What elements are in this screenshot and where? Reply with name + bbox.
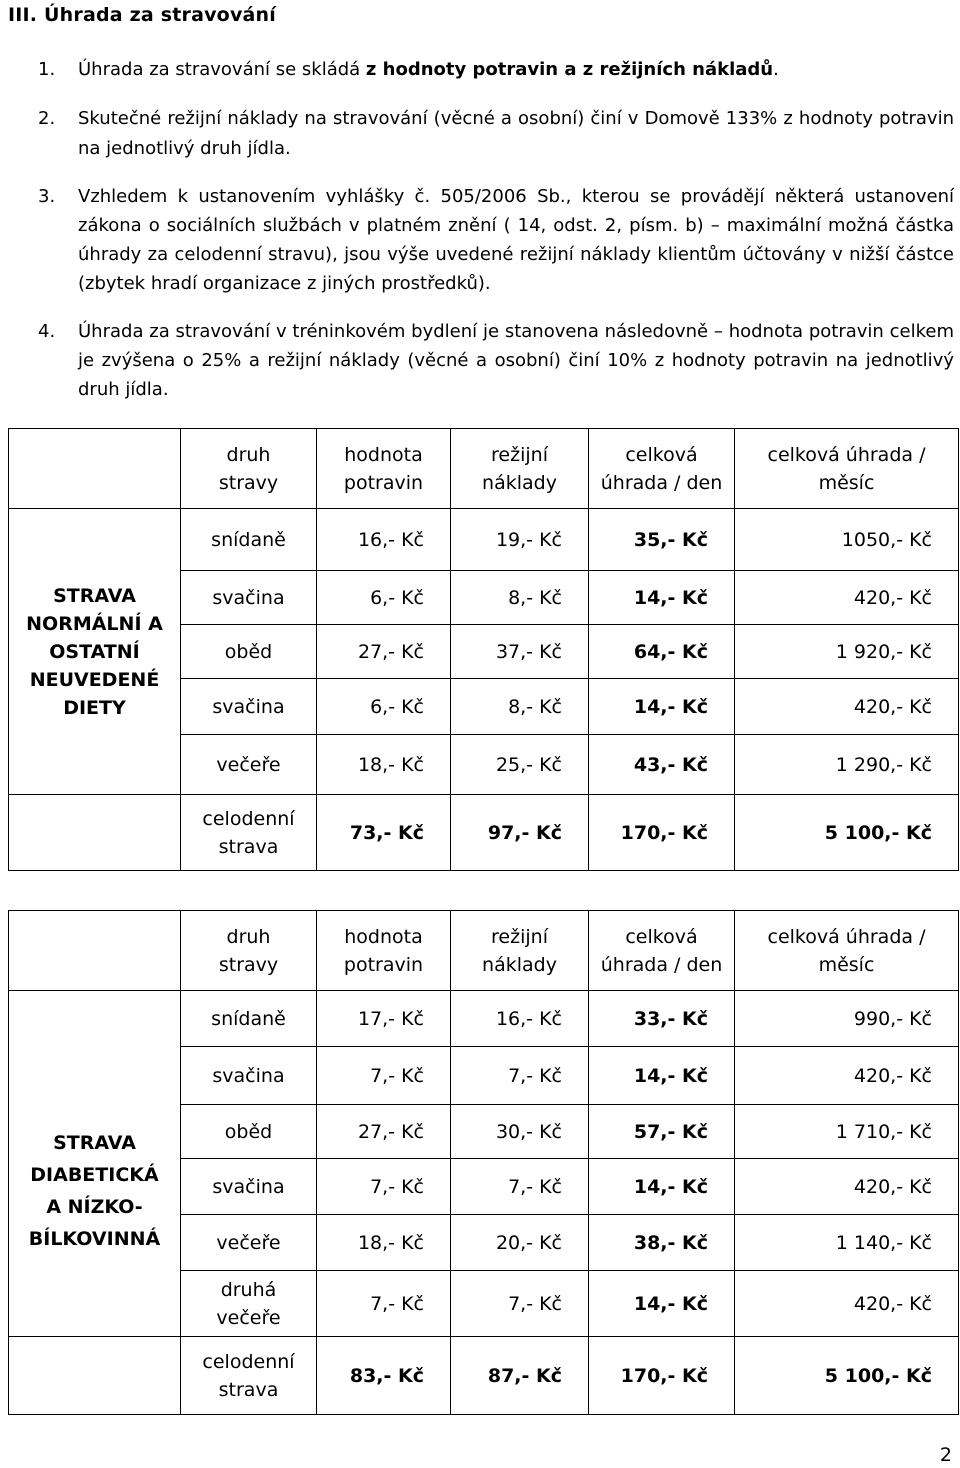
header-hodnota: hodnota potravin: [317, 429, 451, 509]
cell-rezie: 7,- Kč: [451, 1271, 589, 1337]
paragraph-number: 4.: [38, 321, 56, 342]
cell-hodnota: 16,- Kč: [317, 509, 451, 571]
total-rezie: 97,- Kč: [451, 795, 589, 871]
cell-druh: snídaně: [181, 509, 317, 571]
cell-druh: svačina: [181, 1047, 317, 1105]
cell-druh: oběd: [181, 625, 317, 679]
cell-druh: svačina: [181, 571, 317, 625]
cell-druh: oběd: [181, 1105, 317, 1159]
cell-druh: večeře: [181, 735, 317, 795]
header-mesic: celková úhrada / měsíc: [735, 429, 959, 509]
total-rezie: 87,- Kč: [451, 1337, 589, 1415]
cell-den: 64,- Kč: [589, 625, 735, 679]
paragraph-number: 1.: [38, 59, 56, 80]
cell-rezie: 30,- Kč: [451, 1105, 589, 1159]
paragraph-text: Vzhledem k ustanovením vyhlášky č. 505/2006 Sb., kterou se provádějí některá ustanovení zákona o sociálních službách v platném znění ( 14, odst. 2, písm. b) – maximální možná částka úhrady za celodenní stravu), jsou výše uvedené režijní náklady klientům účtovány v nižší částce (zbytek hradí organizace z jiných prostředků).: [78, 186, 954, 294]
total-hodnota: 73,- Kč: [317, 795, 451, 871]
table-row: [9, 1047, 959, 1105]
cell-mesic: 1 920,- Kč: [735, 625, 959, 679]
cell-hodnota: 6,- Kč: [317, 679, 451, 735]
cell-mesic: 420,- Kč: [735, 679, 959, 735]
paragraph-text-end: .: [773, 59, 779, 80]
paragraph-1: [38, 55, 954, 85]
cell-rezie: 7,- Kč: [451, 1159, 589, 1215]
paragraph-4: [38, 317, 954, 404]
cell-hodnota: 27,- Kč: [317, 1105, 451, 1159]
cell-rezie: 8,- Kč: [451, 679, 589, 735]
total-druh: celodenní strava: [181, 1337, 317, 1415]
cell-mesic: 1 290,- Kč: [735, 735, 959, 795]
cell-den: 33,- Kč: [589, 991, 735, 1047]
paragraph-3: [38, 182, 954, 298]
cell-druh: večeře: [181, 1215, 317, 1271]
section-title: III. Úhrada za stravování: [8, 4, 276, 26]
header-den: celková úhrada / den: [589, 911, 735, 991]
category-label: STRAVA NORMÁLNÍ A OSTATNÍ NEUVEDENÉ DIETY: [9, 509, 181, 795]
cell-den: 14,- Kč: [589, 679, 735, 735]
cell-den: 14,- Kč: [589, 1159, 735, 1215]
cell-mesic: 420,- Kč: [735, 1159, 959, 1215]
paragraph-bold-text: z hodnoty potravin a z režijních nákladů: [365, 59, 774, 80]
price-table-normal: [8, 428, 959, 871]
cell-hodnota: 7,- Kč: [317, 1159, 451, 1215]
total-empty-cell: [9, 795, 181, 871]
total-den: 170,- Kč: [589, 1337, 735, 1415]
paragraph-number: 2.: [38, 108, 56, 129]
cell-den: 14,- Kč: [589, 1047, 735, 1105]
cell-hodnota: 7,- Kč: [317, 1047, 451, 1105]
cell-den: 57,- Kč: [589, 1105, 735, 1159]
cell-druh: svačina: [181, 1159, 317, 1215]
total-empty-cell: [9, 1337, 181, 1415]
header-rezie: režijní náklady: [451, 429, 589, 509]
price-table-diabetic: [8, 910, 959, 1415]
cell-den: 35,- Kč: [589, 509, 735, 571]
paragraph-text: Skutečné režijní náklady na stravování (věcné a osobní) činí v Domově 133% z hodnoty potravin na jednotlivý druh jídla.: [78, 108, 954, 159]
table-header-row: [9, 429, 959, 509]
cell-hodnota: 6,- Kč: [317, 571, 451, 625]
header-druh: druh stravy: [181, 429, 317, 509]
paragraph-text: Úhrada za stravování v tréninkovém bydlení je stanovena následovně – hodnota potravin celkem je zvýšena o 25% a režijní náklady (věcné a osobní) činí 10% z hodnoty potravin na jednotlivý druh jídla.: [78, 321, 954, 400]
cell-rezie: 16,- Kč: [451, 991, 589, 1047]
cell-mesic: 990,- Kč: [735, 991, 959, 1047]
cell-mesic: 420,- Kč: [735, 571, 959, 625]
paragraph-number: 3.: [38, 186, 56, 207]
cell-mesic: 420,- Kč: [735, 1271, 959, 1337]
cell-druh: snídaně: [181, 991, 317, 1047]
cell-rezie: 8,- Kč: [451, 571, 589, 625]
cell-rezie: 20,- Kč: [451, 1215, 589, 1271]
cell-den: 14,- Kč: [589, 571, 735, 625]
paragraph-2: [38, 104, 954, 164]
table-total-row: [9, 1337, 959, 1415]
cell-hodnota: 7,- Kč: [317, 1271, 451, 1337]
header-mesic: celková úhrada / měsíc: [735, 911, 959, 991]
table-row: [9, 509, 959, 571]
cell-hodnota: 18,- Kč: [317, 1215, 451, 1271]
header-den: celková úhrada / den: [589, 429, 735, 509]
header-druh: druh stravy: [181, 911, 317, 991]
cell-druh: druhá večeře: [181, 1271, 317, 1337]
category-header-cell: [9, 429, 181, 509]
category-spacer: [9, 991, 181, 1047]
category-label: STRAVA DIABETICKÁ A NÍZKO-BÍLKOVINNÁ: [9, 1047, 181, 1337]
cell-den: 14,- Kč: [589, 1271, 735, 1337]
cell-mesic: 1050,- Kč: [735, 509, 959, 571]
total-den: 170,- Kč: [589, 795, 735, 871]
header-hodnota: hodnota potravin: [317, 911, 451, 991]
cell-den: 43,- Kč: [589, 735, 735, 795]
paragraph-text: Úhrada za stravování se skládá: [78, 59, 366, 80]
table-header-row: [9, 911, 959, 991]
cell-rezie: 7,- Kč: [451, 1047, 589, 1105]
cell-den: 38,- Kč: [589, 1215, 735, 1271]
cell-rezie: 37,- Kč: [451, 625, 589, 679]
cell-mesic: 420,- Kč: [735, 1047, 959, 1105]
cell-hodnota: 17,- Kč: [317, 991, 451, 1047]
page-number: 2: [939, 1444, 952, 1466]
table-row: [9, 991, 959, 1047]
cell-hodnota: 18,- Kč: [317, 735, 451, 795]
table-total-row: [9, 795, 959, 871]
total-mesic: 5 100,- Kč: [735, 795, 959, 871]
cell-hodnota: 27,- Kč: [317, 625, 451, 679]
header-rezie: režijní náklady: [451, 911, 589, 991]
cell-rezie: 19,- Kč: [451, 509, 589, 571]
cell-druh: svačina: [181, 679, 317, 735]
cell-mesic: 1 710,- Kč: [735, 1105, 959, 1159]
total-hodnota: 83,- Kč: [317, 1337, 451, 1415]
cell-mesic: 1 140,- Kč: [735, 1215, 959, 1271]
category-header-cell: [9, 911, 181, 991]
total-druh: celodenní strava: [181, 795, 317, 871]
total-mesic: 5 100,- Kč: [735, 1337, 959, 1415]
cell-rezie: 25,- Kč: [451, 735, 589, 795]
